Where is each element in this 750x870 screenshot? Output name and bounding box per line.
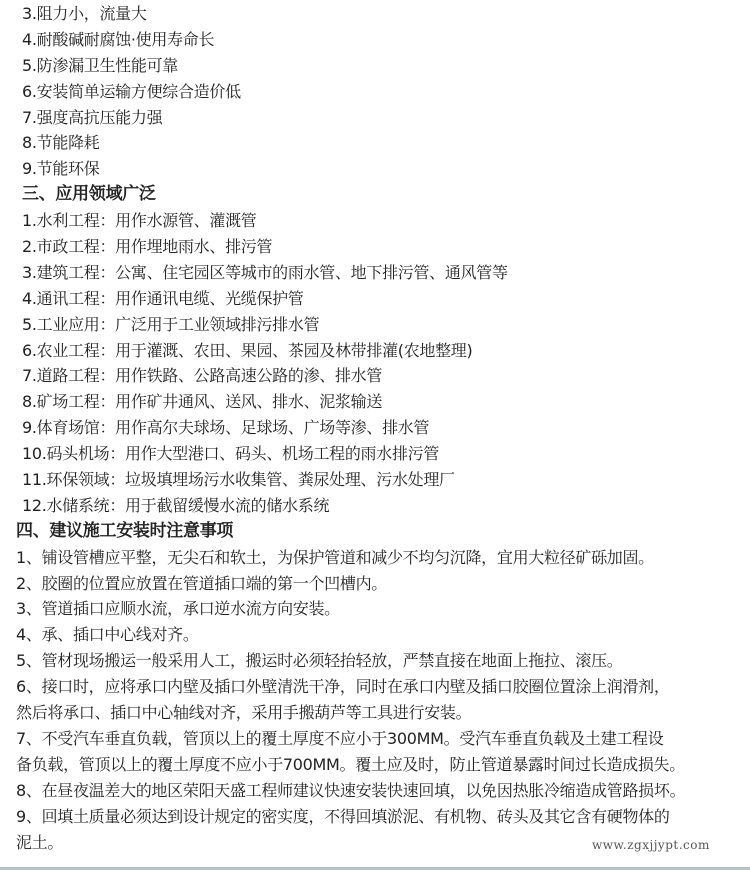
applications-section bbox=[0, 182, 750, 519]
features-list bbox=[0, 1, 750, 182]
feature-item: 7.强度高抗压能力强 bbox=[22, 107, 163, 127]
application-item: 7.道路工程：用作铁路、公路高速公路的渗、排水管 bbox=[22, 366, 383, 386]
installation-line: 1、铺设管槽应平整，无尖石和软土，为保护管道和减少不均匀沉降，宜用大粒径矿砾加固。 bbox=[16, 547, 654, 567]
installation-line: 7、不受汽车垂直负载，管顶以上的覆土厚度不应小于300MM。受汽车垂直负载及土建工程设 bbox=[16, 728, 664, 748]
application-item: 3.建筑工程：公寓、住宅园区等城市的雨水管、地下排污管、通风管等 bbox=[22, 262, 508, 282]
feature-item: 4.耐酸碱耐腐蚀·使用寿命长 bbox=[22, 29, 215, 49]
installation-line: 8、在昼夜温差大的地区荣阳天盛工程师建议快速安装快速回填，以免因热胀冷缩造成管路损坏。 bbox=[16, 780, 686, 800]
installation-line: 4、承、插口中心线对齐。 bbox=[16, 625, 199, 645]
installation-line: 备负载，管顶以上的覆土厚度不应小于700MM。覆土应及时，防止管道暴露时间过长造成损失。 bbox=[16, 754, 685, 774]
installation-line: 9、回填土质量必须达到设计规定的密实度，不得回填淤泥、有机物、砖头及其它含有硬物体的 bbox=[16, 806, 670, 826]
installation-line: 2、胶圈的位置应放置在管道插口端的第一个凹槽内。 bbox=[16, 573, 387, 593]
installation-line: 泥土。 bbox=[16, 832, 64, 852]
installation-line: 然后将承口、插口中心轴线对齐，采用手搬葫芦等工具进行安装。 bbox=[16, 703, 472, 723]
application-item: 11.环保领域：垃圾填埋场污水收集管、粪尿处理、污水处理厂 bbox=[22, 470, 455, 490]
feature-item: 9.节能环保 bbox=[22, 159, 100, 179]
application-item: 8.矿场工程：用作矿井通风、送风、排水、泥浆输送 bbox=[22, 392, 383, 412]
feature-item: 8.节能降耗 bbox=[22, 133, 100, 153]
feature-item: 3.阻力小，流量大 bbox=[22, 4, 147, 23]
application-item: 4.通讯工程：用作通讯电缆、光缆保护管 bbox=[22, 288, 304, 308]
installation-line: 3、管道插口应顺水流，承口逆水流方向安装。 bbox=[16, 599, 340, 619]
application-item: 1.水利工程：用作水源管、灌溉管 bbox=[22, 211, 257, 231]
section-heading: 四、建议施工安装时注意事项 bbox=[16, 520, 234, 541]
installation-line: 6、接口时，应将承口内壁及插口外壁清洗干净，同时在承口内壁及插口胶圈位置涂上润滑剂， bbox=[16, 677, 670, 697]
watermark: www.zgxjjypt.com bbox=[592, 838, 710, 852]
application-item: 2.市政工程：用作埋地雨水、排污管 bbox=[22, 237, 273, 257]
application-item: 5.工业应用：广泛用于工业领域排污排水管 bbox=[22, 314, 320, 334]
application-item: 10.码头机场：用作大型港口、码头、机场工程的雨水排污管 bbox=[22, 444, 440, 464]
application-item: 6.农业工程：用于灌溉、农田、果园、茶园及林带排灌(农地整理) bbox=[22, 340, 473, 360]
section-heading: 三、应用领域广泛 bbox=[22, 184, 156, 205]
document bbox=[0, 1, 750, 855]
installation-section bbox=[0, 519, 750, 856]
application-item: 9.体育场馆：用作高尔夫球场、足球场、广场等渗、排水管 bbox=[22, 418, 430, 438]
feature-item: 5.防渗漏卫生性能可靠 bbox=[22, 55, 178, 75]
installation-line: 5、管材现场搬运一般采用人工，搬运时必须轻抬轻放，严禁直接在地面上拖拉、滚压。 bbox=[16, 651, 623, 671]
application-item: 12.水储系统：用于截留缓慢水流的储水系统 bbox=[22, 495, 330, 515]
feature-item: 6.安装简单运输方便综合造价低 bbox=[22, 81, 241, 101]
